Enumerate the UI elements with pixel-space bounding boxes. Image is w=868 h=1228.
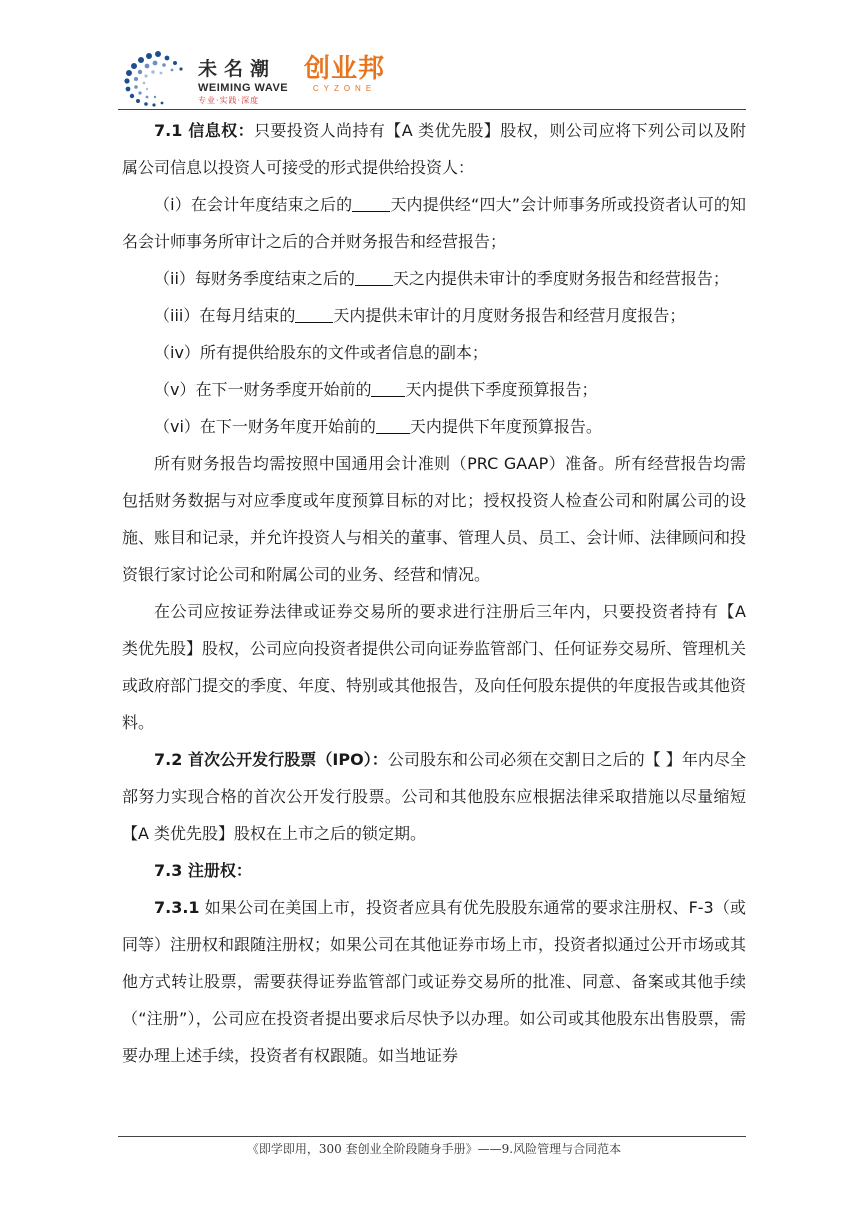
header-divider: [118, 109, 746, 110]
list-item-prefix: （i）在会计年度结束之后的: [154, 195, 353, 214]
weiming-wave-logo-icon: [118, 46, 192, 112]
list-item-suffix: 天内提供下季度预算报告；: [405, 380, 598, 399]
list-item-prefix: （ii）每财务季度结束之后的: [154, 269, 355, 288]
brand2-english-name: CYZONE: [312, 84, 377, 93]
list-item-prefix: （v）在下一财务季度开始前的: [154, 380, 372, 399]
brand1-chinese-name: 未名潮: [198, 58, 277, 80]
cyzone-brand: [304, 54, 385, 93]
page-header: [118, 46, 748, 112]
section-7-1-paragraph-gaap: 所有财务报告均需按照中国通用会计准则（PRC GAAP）准备。所有经营报告均需包括财务数据与对应季度或年度预算目标的对比；授权投资人检查公司和附属公司的设施、账目和记录，并允许投资人与相关的董事、管理人员、员工、会计师、法律顾问和投资银行家讨论公司和附属公司的业务、经营和情况。: [122, 454, 747, 584]
list-item-text: （iv）所有提供给股东的文件或者信息的副本；: [154, 343, 488, 362]
page-footer: 《即学即用，300 套创业全阶段随身手册》——9.风险管理与合同范本: [246, 1142, 622, 1156]
list-item: [122, 371, 746, 408]
fill-in-blank: [376, 415, 410, 434]
document-body: [122, 112, 746, 1074]
list-item-suffix: 天内提供经“四大”会计师事务所或投资者认可的知名会计师事务所审计之后的合并财务报告和经营报告；: [122, 195, 746, 251]
brand2-chinese-name: 创业邦: [304, 54, 386, 84]
footer-divider: [118, 1136, 746, 1137]
section-7-1-intro-text: 只要投资人尚持有【A 类优先股】股权，则公司应将下列公司以及附属公司信息以投资人可接受的形式提供给投资人：: [122, 121, 746, 177]
list-item-suffix: 天之内提供未审计的季度财务报告和经营报告；: [392, 269, 729, 288]
fill-in-blank: [352, 193, 390, 212]
section-7-2-heading: 7.2 首次公开发行股票（IPO）：: [154, 750, 388, 769]
list-item: [122, 260, 746, 297]
section-7-1-intro: [122, 112, 746, 186]
section-7-1-paragraph-reports: 在公司应按证券法律或证券交易所的要求进行注册后三年内，只要投资者持有【A 类优先股】股权，公司应向投资者提供公司向证券监管部门、任何证券交易所、管理机关或政府部门提交的季度、年度、特别或其他报告，及向任何股东提供的年度报告或其他资料。: [122, 602, 747, 732]
section-7-3-heading: 7.3 注册权：: [154, 861, 252, 880]
section-7-2: [122, 741, 746, 852]
section-7-2-text: 公司股东和公司必须在交割日之后的【 】年内尽全部努力实现合格的首次公开发行股票。公司和其他股东应根据法律采取措施以尽量缩短【A 类优先股】股权在上市之后的锁定期。: [122, 750, 747, 843]
brand1-tagline: 专业·实践·深度: [198, 96, 260, 105]
list-item: [122, 186, 746, 260]
list-item: [122, 334, 746, 371]
section-7-1-heading: 7.1 信息权：: [154, 121, 254, 140]
fill-in-blank: [295, 304, 333, 323]
fill-in-blank: [371, 378, 405, 397]
brand1-english-name: WEIMING WAVE: [198, 82, 289, 94]
section-7-3-1: [122, 889, 746, 1074]
list-item-suffix: 天内提供下年度预算报告。: [409, 417, 602, 436]
list-item-prefix: （vi）在下一财务年度开始前的: [154, 417, 376, 436]
weiming-wave-brand: [198, 54, 288, 106]
section-7-3: [122, 852, 746, 889]
list-item-suffix: 天内提供未审计的月度财务报告和经营月度报告；: [333, 306, 686, 325]
list-item: [122, 297, 746, 334]
section-7-3-1-text: 如果公司在美国上市，投资者应具有优先股股东通常的要求注册权、F-3（或同等）注册权和跟随注册权；如果公司在其他证券市场上市，投资者拟通过公开市场或其他方式转让股票，需要获得证券监管部门或证券交易所的批准、同意、备案或其他手续（“注册”），公司应在投资者提出要求后尽快予以办理。如公司或其他股东出售股票，需要办理上述手续，投资者有权跟随。如当地证券: [122, 898, 747, 1065]
list-item-prefix: （iii）在每月结束的: [154, 306, 296, 325]
list-item: [122, 408, 746, 445]
section-7-3-1-heading: 7.3.1: [154, 898, 200, 917]
fill-in-blank: [355, 267, 393, 286]
